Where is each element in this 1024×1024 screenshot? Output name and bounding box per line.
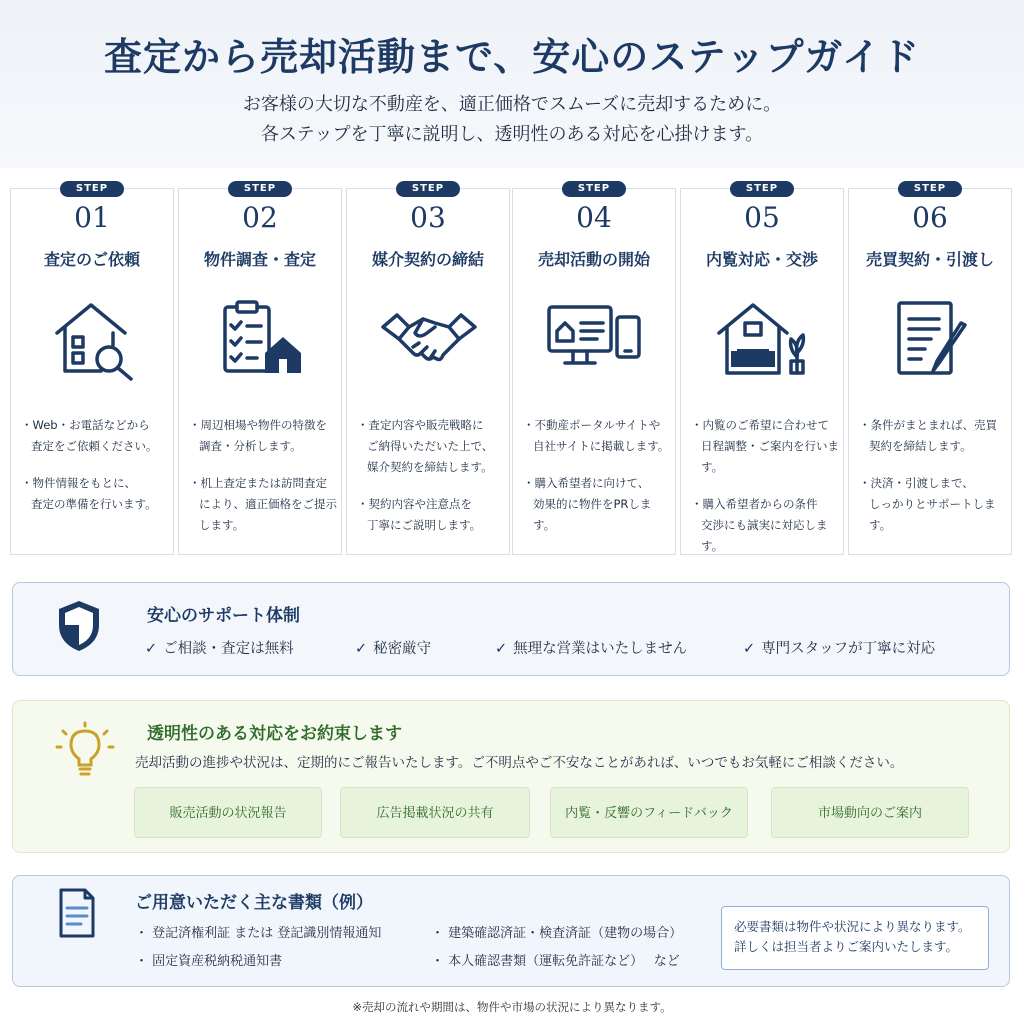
document-icon <box>57 888 97 938</box>
step-bullets <box>357 415 505 552</box>
subtitle-line-1: お客様の大切な不動産を、適正価格でスムーズに売却するために。 <box>242 94 782 115</box>
support-item: ✓ ご相談・査定は無料 <box>145 641 294 657</box>
lightbulb-icon <box>53 721 117 779</box>
step-badge: STEP <box>396 181 460 197</box>
transparency-tag: 販売活動の状況報告 <box>134 787 322 838</box>
step-title: 査定のご依頼 <box>43 250 140 269</box>
document-item: ・ 本人確認書類（運転免許証など） など <box>431 954 680 969</box>
support-item: ✓ 専門スタッフが丁寧に対応 <box>743 641 936 657</box>
documents-note <box>721 906 989 970</box>
step-bullet: ・机上査定または訪問査定 により、適正価格をご提示 します。 <box>189 476 337 532</box>
documents-title: ご用意いただく主な書類（例） <box>135 893 373 913</box>
house-search-icon <box>43 297 143 381</box>
step-bullet: ・購入希望者からの条件 交渉にも誠実に対応します。 <box>691 497 828 553</box>
step-bullet: ・内覧のご希望に合わせて 日程調整・ご案内を行います。 <box>691 418 839 474</box>
step-number: 05 <box>744 201 780 234</box>
support-item: ✓ 無理な営業はいたしません <box>495 641 688 657</box>
step-badge: STEP <box>562 181 626 197</box>
monitor-phone-icon <box>545 297 645 381</box>
support-title: 安心のサポート体制 <box>147 606 300 626</box>
check-circle-icon: ✓ <box>145 641 158 657</box>
transparency-tag: 内覧・反響のフィードバック <box>550 787 748 838</box>
check-circle-icon: ✓ <box>743 641 756 657</box>
step-card-5 <box>680 183 844 555</box>
step-card-4 <box>512 183 676 555</box>
check-circle-icon: ✓ <box>355 641 368 657</box>
note-line-2: 詳しくは担当者よりご案内いたします。 <box>734 939 959 954</box>
step-bullet: ・不動産ポータルサイトや 自社サイトに掲載します。 <box>523 418 670 453</box>
step-bullet: ・査定内容や販売戦略に ご納得いただいた上で、 媒介契約を締結します。 <box>357 418 494 474</box>
page-title: 査定から売却活動まで、安心のステップガイド <box>104 34 920 79</box>
step-title: 物件調査・査定 <box>203 250 316 269</box>
subtitle-line-2: 各ステップを丁寧に説明し、透明性のある対応を心掛けます。 <box>260 124 764 145</box>
step-title: 内覧対応・交渉 <box>705 250 818 269</box>
steps-section <box>10 180 1014 555</box>
document-item: ・ 建築確認済証・検査済証（建物の場合） <box>431 926 683 941</box>
step-title: 媒介契約の締結 <box>371 250 484 269</box>
step-number: 03 <box>410 201 446 234</box>
document-item: ・ 固定資産税納税通知書 <box>135 954 283 969</box>
step-number: 04 <box>576 201 612 234</box>
transparency-title: 透明性のある対応をお約束します <box>147 724 402 744</box>
page-subtitle <box>0 90 1024 150</box>
step-bullet: ・周辺相場や物件の特徴を 調査・分析します。 <box>189 418 327 453</box>
clipboard-house-icon <box>211 297 311 381</box>
step-bullets <box>859 415 1007 552</box>
step-bullets <box>189 415 337 552</box>
step-number: 06 <box>912 201 948 234</box>
shield-icon <box>55 599 103 653</box>
step-bullet: ・購入希望者に向けて、 効果的に物件をPRします。 <box>523 476 652 532</box>
step-bullets <box>21 415 169 531</box>
transparency-tag: 広告掲載状況の共有 <box>340 787 530 838</box>
step-bullet: ・契約内容や注意点を 丁寧にご説明します。 <box>357 497 482 532</box>
step-title: 売買契約・引渡し <box>865 250 994 269</box>
handshake-icon <box>379 297 479 381</box>
documents-panel <box>12 875 1010 987</box>
transparency-desc: 売却活動の進捗や状況は、定期的にご報告いたします。ご不明点やご不安なことがあれば、いつでもお気軽にご相談ください。 <box>135 755 904 771</box>
house-sofa-icon <box>713 297 813 381</box>
step-card-2 <box>178 183 342 555</box>
step-badge: STEP <box>60 181 124 197</box>
transparency-tag: 市場動向のご案内 <box>771 787 969 838</box>
step-number: 01 <box>74 201 110 234</box>
contract-pen-icon <box>881 297 981 381</box>
step-badge: STEP <box>228 181 292 197</box>
check-circle-icon: ✓ <box>495 641 508 657</box>
step-card-1 <box>10 183 174 555</box>
document-item: ・ 登記済権利証 または 登記識別情報通知 <box>135 926 382 941</box>
step-bullet: ・物件情報をもとに、 査定の準備を行います。 <box>21 476 157 511</box>
step-bullets <box>691 415 839 573</box>
step-bullet: ・決済・引渡しまで、 しっかりとサポートします。 <box>859 476 996 532</box>
step-bullet: ・Web・お電話などから 査定をご依頼ください。 <box>21 418 158 453</box>
note-line-1: 必要書類は物件や状況により異なります。 <box>734 919 971 934</box>
header <box>0 0 1024 168</box>
step-badge: STEP <box>898 181 962 197</box>
support-item: ✓ 秘密厳守 <box>355 641 432 657</box>
step-title: 売却活動の開始 <box>537 250 650 269</box>
step-bullet: ・条件がまとまれば、売買 契約を締結します。 <box>859 418 997 453</box>
footer-note: ※売却の流れや期間は、物件や市場の状況により異なります。 <box>352 1000 672 1014</box>
support-panel <box>12 582 1010 676</box>
step-card-6 <box>848 183 1012 555</box>
transparency-panel <box>12 700 1010 853</box>
step-card-3 <box>346 183 510 555</box>
step-badge: STEP <box>730 181 794 197</box>
step-number: 02 <box>242 201 278 234</box>
step-bullets <box>523 415 671 552</box>
